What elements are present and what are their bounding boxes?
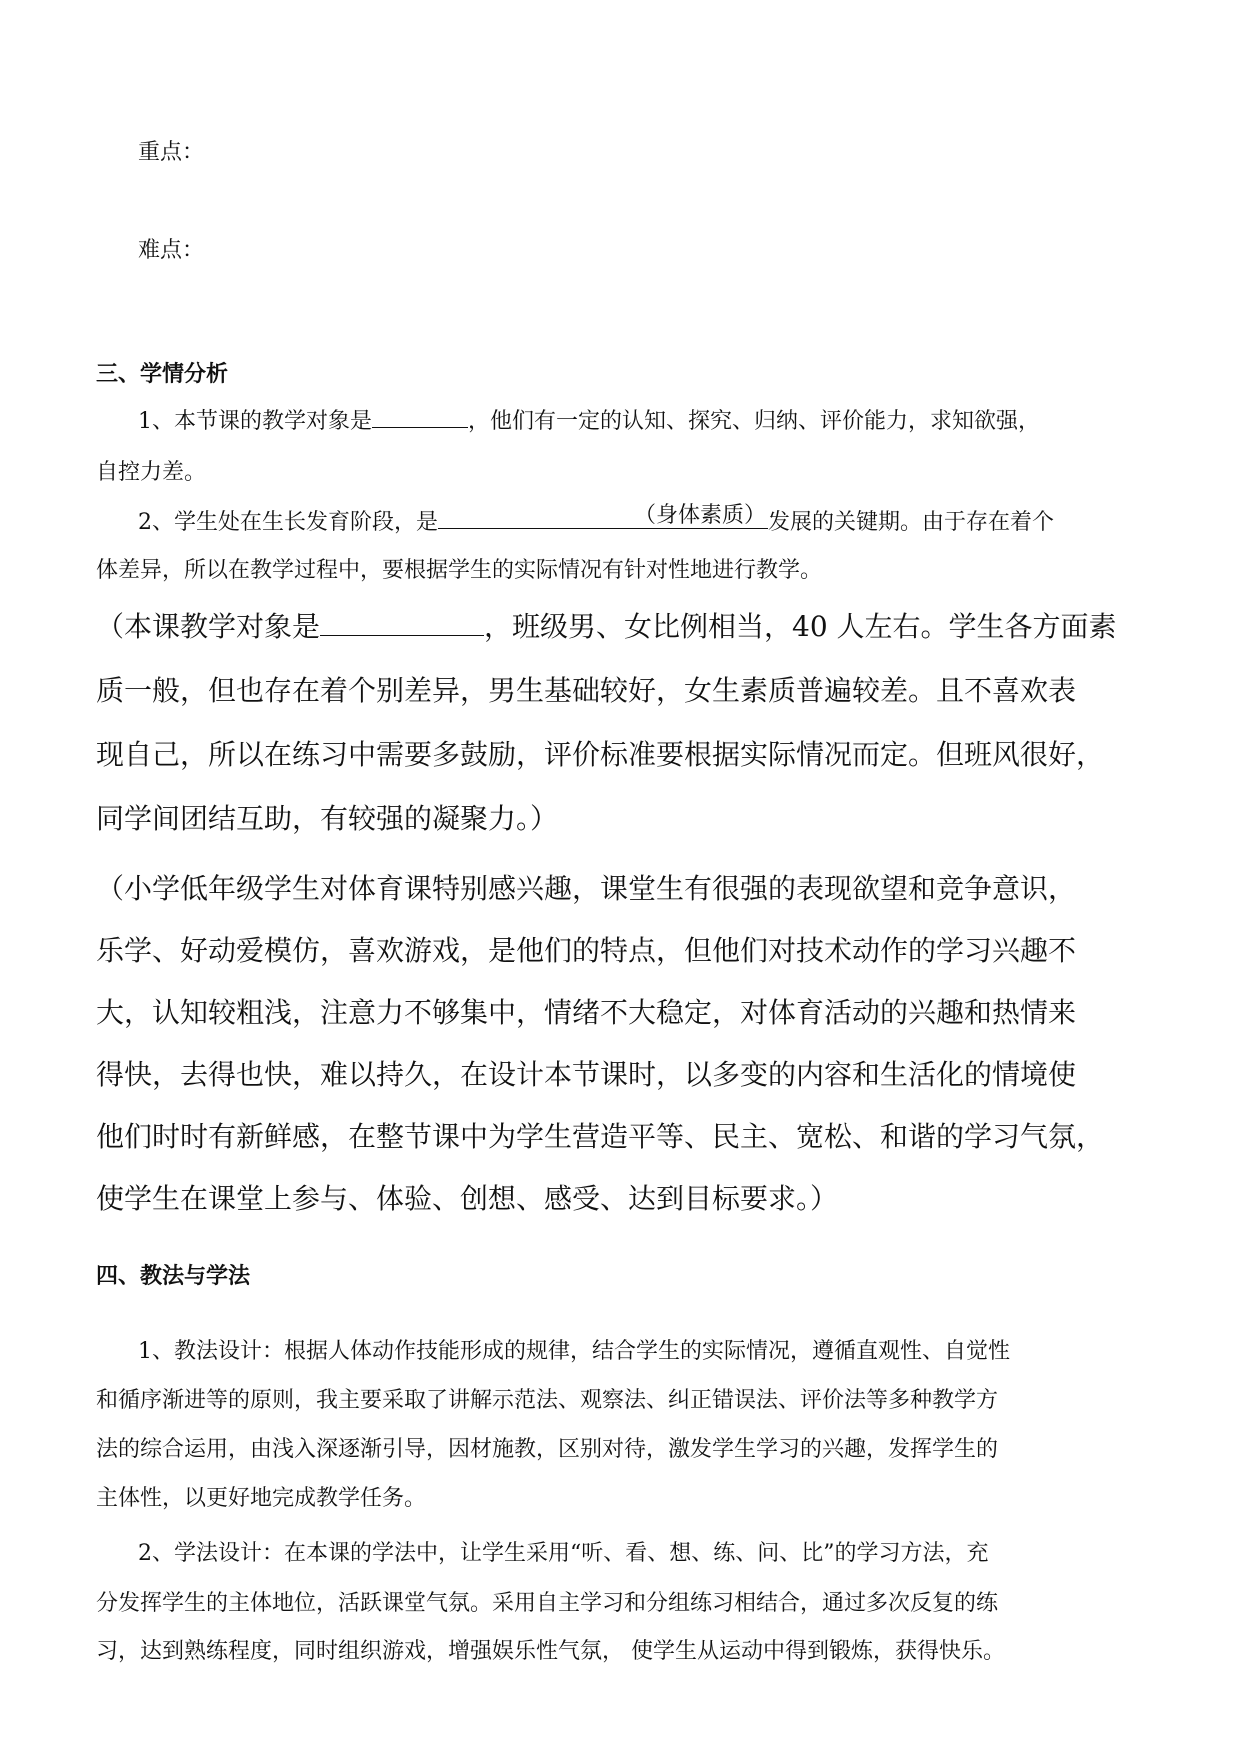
- s4-p2-line1: 2、学法设计：在本课的学法中，让学生采用“听、看、想、练、问、比”的学习方法，充: [138, 1541, 989, 1566]
- s3-p2-hint: （身体素质）: [633, 503, 766, 528]
- s3-ex2-line5: 他们时时有新鲜感，在整节课中为学生营造平等、民主、宽松、和谐的学习气氛，: [96, 1120, 1105, 1153]
- section3-heading: 三、学情分析: [96, 362, 229, 387]
- s3-p1-line2: 自控力差。: [96, 460, 207, 485]
- s3-p2-line2: 体差异，所以在教学过程中，要根据学生的实际情况有针对性地进行教学。: [96, 558, 823, 583]
- s3-p2-text-b: 发展的关键期。由于存在着个: [768, 510, 1055, 535]
- s4-p1-line1: 1、教法设计：根据人体动作技能形成的规律，结合学生的实际情况，遵循直观性、自觉性: [138, 1339, 1011, 1364]
- s3-ex1-line3: 现自己，所以在练习中需要多鼓励，评价标准要根据实际情况而定。但班风很好，: [96, 738, 1105, 771]
- s3-p1-text-a: 1、本节课的教学对象是: [138, 409, 372, 434]
- s3-ex2-line2: 乐学、好动爱模仿，喜欢游戏，是他们的特点，但他们对技术动作的学习兴趣不: [96, 934, 1077, 967]
- s4-p1-line3: 法的综合运用，由浅入深逐渐引导，因材施教，区别对待，激发学生学习的兴趣，发挥学生的: [96, 1437, 999, 1462]
- s3-p2-line1: [138, 505, 1054, 536]
- s3-p1-blank[interactable]: [372, 407, 468, 428]
- s4-p2-line3: 习，达到熟练程度，同时组织游戏，增强娱乐性气氛， 使学生从运动中得到锻炼，获得快乐。: [96, 1639, 1005, 1664]
- s3-ex2-line4: 得快，去得也快，难以持久，在设计本节课时，以多变的内容和生活化的情境使: [96, 1058, 1077, 1091]
- s4-p1-line4: 主体性，以更好地完成教学任务。: [96, 1486, 427, 1511]
- s3-ex1-text-b: ，班级男、女比例相当，40 人左右。学生各方面素: [484, 610, 1117, 643]
- s4-p1-line2: 和循序渐进等的原则，我主要采取了讲解示范法、观察法、纠正错误法、评价法等多种教学方: [96, 1388, 999, 1413]
- s3-ex1-text-a: （本课教学对象是: [96, 610, 321, 643]
- s3-p1-text-b: ，他们有一定的认知、探究、归纳、评价能力，求知欲强，: [468, 409, 1041, 434]
- section4-heading: 四、教法与学法: [96, 1264, 251, 1289]
- s3-ex1-line2: 质一般，但也存在着个别差异，男生基础较好，女生素质普遍较差。且不喜欢表: [96, 674, 1077, 707]
- s3-ex1-line4: 同学间团结互助，有较强的凝聚力。）: [96, 802, 559, 835]
- s3-ex2-line6: 使学生在课堂上参与、体验、创想、感受、达到目标要求。）: [96, 1182, 839, 1215]
- s3-ex2-line3: 大，认知较粗浅，注意力不够集中，情绪不大稳定，对体育活动的兴趣和热情来: [96, 996, 1077, 1029]
- difficulty-label: 难点：: [138, 238, 205, 263]
- s3-p2-blank[interactable]: [438, 503, 768, 529]
- s3-ex1-line1: [96, 605, 1117, 645]
- s3-ex1-blank[interactable]: [320, 611, 484, 636]
- s4-p2-line2: 分发挥学生的主体地位，活跃课堂气氛。采用自主学习和分组练习相结合，通过多次反复的练: [96, 1591, 999, 1616]
- s3-p1-line1: [138, 404, 1040, 435]
- s3-ex2-line1: （小学低年级学生对体育课特别感兴趣，课堂生有很强的表现欲望和竞争意识，: [96, 872, 1077, 905]
- focus-label: 重点：: [138, 140, 205, 165]
- s3-p2-text-a: 2、学生处在生长发育阶段，是: [138, 510, 438, 535]
